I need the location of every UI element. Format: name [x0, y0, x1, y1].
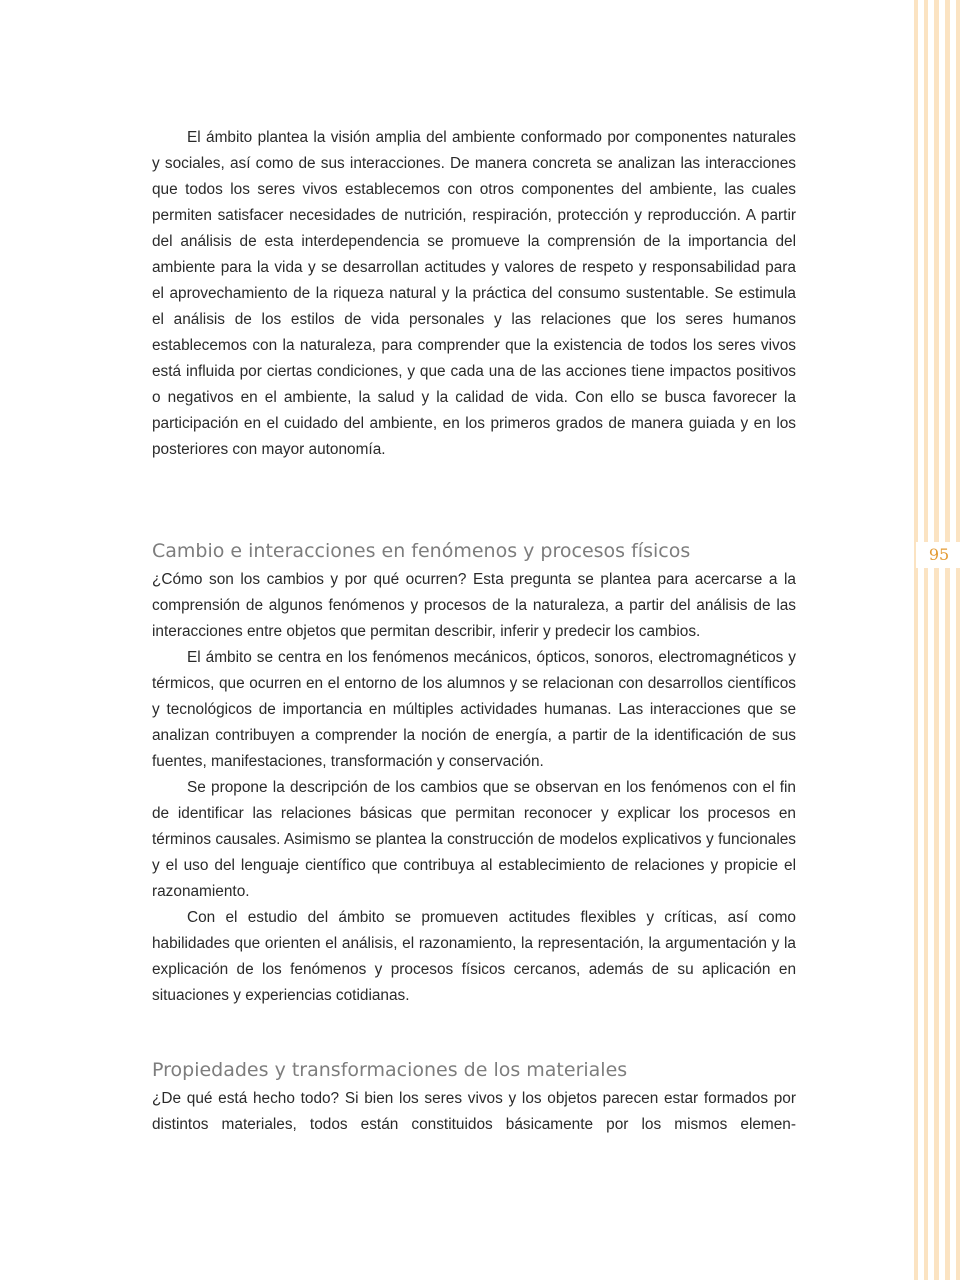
paragraph: ¿De qué está hecho todo? Si bien los seres vivos y los objetos parecen estar formados por distintos materiales, todos están constituidos básicamente por los mismos elemen- — [152, 1090, 796, 1133]
paragraph: El ámbito se centra en los fenómenos mecánicos, ópticos, sonoros, electromagnéticos y térmicos, que ocurren en el entorno de los alumnos y se relacionan con desarrollos científicos y tecnológicos de importancia en múltiples actividades humanas. Las interacciones que se analizan contribuyen a comprender la noción de energía, a partir de la identificación de sus fuentes, manifestaciones, transformación y conservación. — [152, 649, 796, 770]
paragraph: Con el estudio del ámbito se promueven actitudes flexibles y críticas, así como habilidades que orienten el análisis, el razonamiento, la representación, la argumentación y la explicación de los fenómenos y procesos físicos cercanos, además de su aplicación en situaciones y experiencias cotidianas. — [152, 909, 796, 1004]
intro-body — [152, 125, 796, 463]
section-body-cambio — [152, 567, 796, 1009]
page-number: 95 — [916, 542, 962, 568]
paragraph: El ámbito plantea la visión amplia del ambiente conformado por componentes naturales y sociales, así como de sus interacciones. De manera concreta se analizan las interacciones que todos los seres vivos establecemos con otros componentes del ambiente, las cuales permiten satisfacer necesidades de nutrición, respiración, protección y reproducción. A partir del análisis de esta interdependencia se promueve la comprensión de la importancia del ambiente para la vida y se desarrollan actitudes y valores de respeto y responsabilidad para el aprovechamiento de la riqueza natural y la práctica del consumo sustentable. Se estimula el análisis de los estilos de vida personales y las relaciones que los seres humanos establecemos con la naturaleza, para comprender que la existencia de todos los seres vivos está influida por ciertas condiciones, y que cada una de las acciones tiene impactos positivos o negativos en el ambiente, la salud y la calidad de vida. Con ello se busca favorecer la participación en el cuidado del ambiente, en los primeros grados de manera guiada y en los posteriores con mayor autonomía. — [152, 129, 796, 458]
section-heading-cambio: Cambio e interacciones en fenómenos y procesos físicos — [152, 540, 691, 562]
paragraph: Se propone la descripción de los cambios que se observan en los fenómenos con el fin de identificar las relaciones básicas que permitan reconocer y explicar los procesos en términos causales. Asimismo se plantea la construcción de modelos explicativos y funcionales y el uso del lenguaje científico que contribuya al establecimiento de relaciones y propicie el razonamiento. — [152, 779, 796, 900]
section-heading-propiedades: Propiedades y transformaciones de los materiales — [152, 1059, 628, 1081]
section-body-propiedades — [152, 1086, 796, 1138]
paragraph: ¿Cómo son los cambios y por qué ocurren? Esta pregunta se plantea para acercarse a la comprensión de algunos fenómenos y procesos de la naturaleza, a partir del análisis de las interacciones entre objetos que permitan describir, inferir y predecir los cambios. — [152, 571, 796, 640]
decorative-stripes — [914, 0, 960, 1280]
